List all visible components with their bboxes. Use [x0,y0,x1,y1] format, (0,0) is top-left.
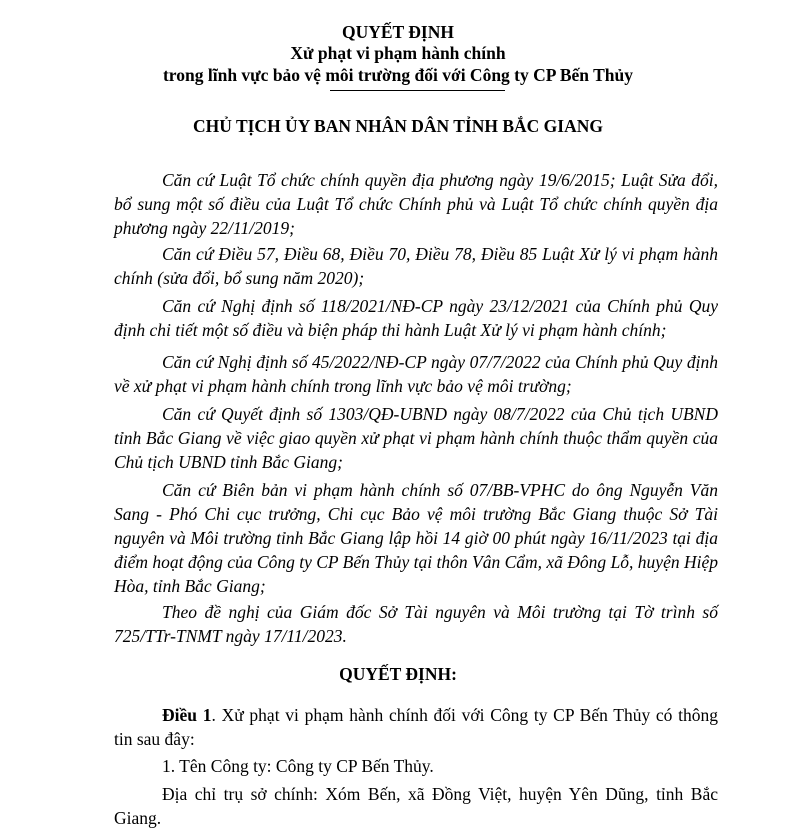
preamble-paragraph: Căn cứ Nghị định số 118/2021/NĐ-CP ngày 23/12/2021 của Chính phủ Quy định chi tiết một số điều và biện pháp thi hành Luật Xử lý vi phạm hành chính; [114,296,718,340]
preamble-paragraph: Căn cứ Biên bản vi phạm hành chính số 07/BB-VPHC do ông Nguyễn Văn Sang - Phó Chi cục trưởng, Chi cục Bảo vệ môi trường Bắc Giang thuộc Sở Tài nguyên và Môi trường tỉnh Bắc Giang lập hồi 14 giờ 00 phút ngày 16/11/2023 tại địa điểm hoạt động của Công ty CP Bến Thủy tại thôn Vân Cẩm, xã Đông Lỗ, huyện Hiệp Hòa, tỉnh Bắc Giang; [114,480,718,596]
company-address-item: Địa chỉ trụ sở chính: Xóm Bến, xã Đồng Việt, huyện Yên Dũng, tỉnh Bắc Giang. [114,784,718,828]
issuing-authority: CHỦ TỊCH ỦY BAN NHÂN DÂN TỈNH BẮC GIANG [193,116,603,136]
preamble-paragraph: Căn cứ Điều 57, Điều 68, Điều 70, Điều 78, Điều 85 Luật Xử lý vi phạm hành chính (sửa đổi, bổ sung năm 2020); [114,244,718,288]
preamble-paragraph: Căn cứ Quyết định số 1303/QĐ-UBND ngày 08/7/2022 của Chủ tịch UBND tỉnh Bắc Giang về việc giao quyền xử phạt vi phạm hành chính thuộc thẩm quyền của Chủ tịch UBND tỉnh Bắc Giang; [114,404,718,472]
article-1-paragraph [114,703,718,751]
preamble-paragraph: Căn cứ Luật Tổ chức chính quyền địa phương ngày 19/6/2015; Luật Sửa đổi, bổ sung một số điều của Luật Tổ chức Chính phủ và Luật Tổ chức chính quyền địa phương ngày 22/11/2019; [114,170,718,238]
preamble-paragraph: Căn cứ Nghị định số 45/2022/NĐ-CP ngày 07/7/2022 của Chính phủ Quy định về xử phạt vi phạm hành chính trong lĩnh vực bảo vệ môi trường; [114,352,718,396]
document-subtitle-line-2: trong lĩnh vực bảo vệ môi trường đối với Công ty CP Bến Thủy [162,65,633,85]
article-1-text: . Xử phạt vi phạm hành chính đối với Công ty CP Bến Thủy có thông tin sau đây: [114,705,719,749]
title-underline-divider [330,90,505,91]
company-name-item: 1. Tên Công ty: Công ty CP Bến Thủy. [162,756,434,776]
article-1-label: Điều 1 [162,705,212,725]
preamble-paragraph: Theo đề nghị của Giám đốc Sở Tài nguyên và Môi trường tại Tờ trình số 725/TTr-TNMT ngày 17/11/2023. [114,602,718,646]
document-subtitle-line-1: Xử phạt vi phạm hành chính [290,43,506,63]
decision-heading: QUYẾT ĐỊNH: [339,664,457,684]
document-title: QUYẾT ĐỊNH [342,22,454,42]
